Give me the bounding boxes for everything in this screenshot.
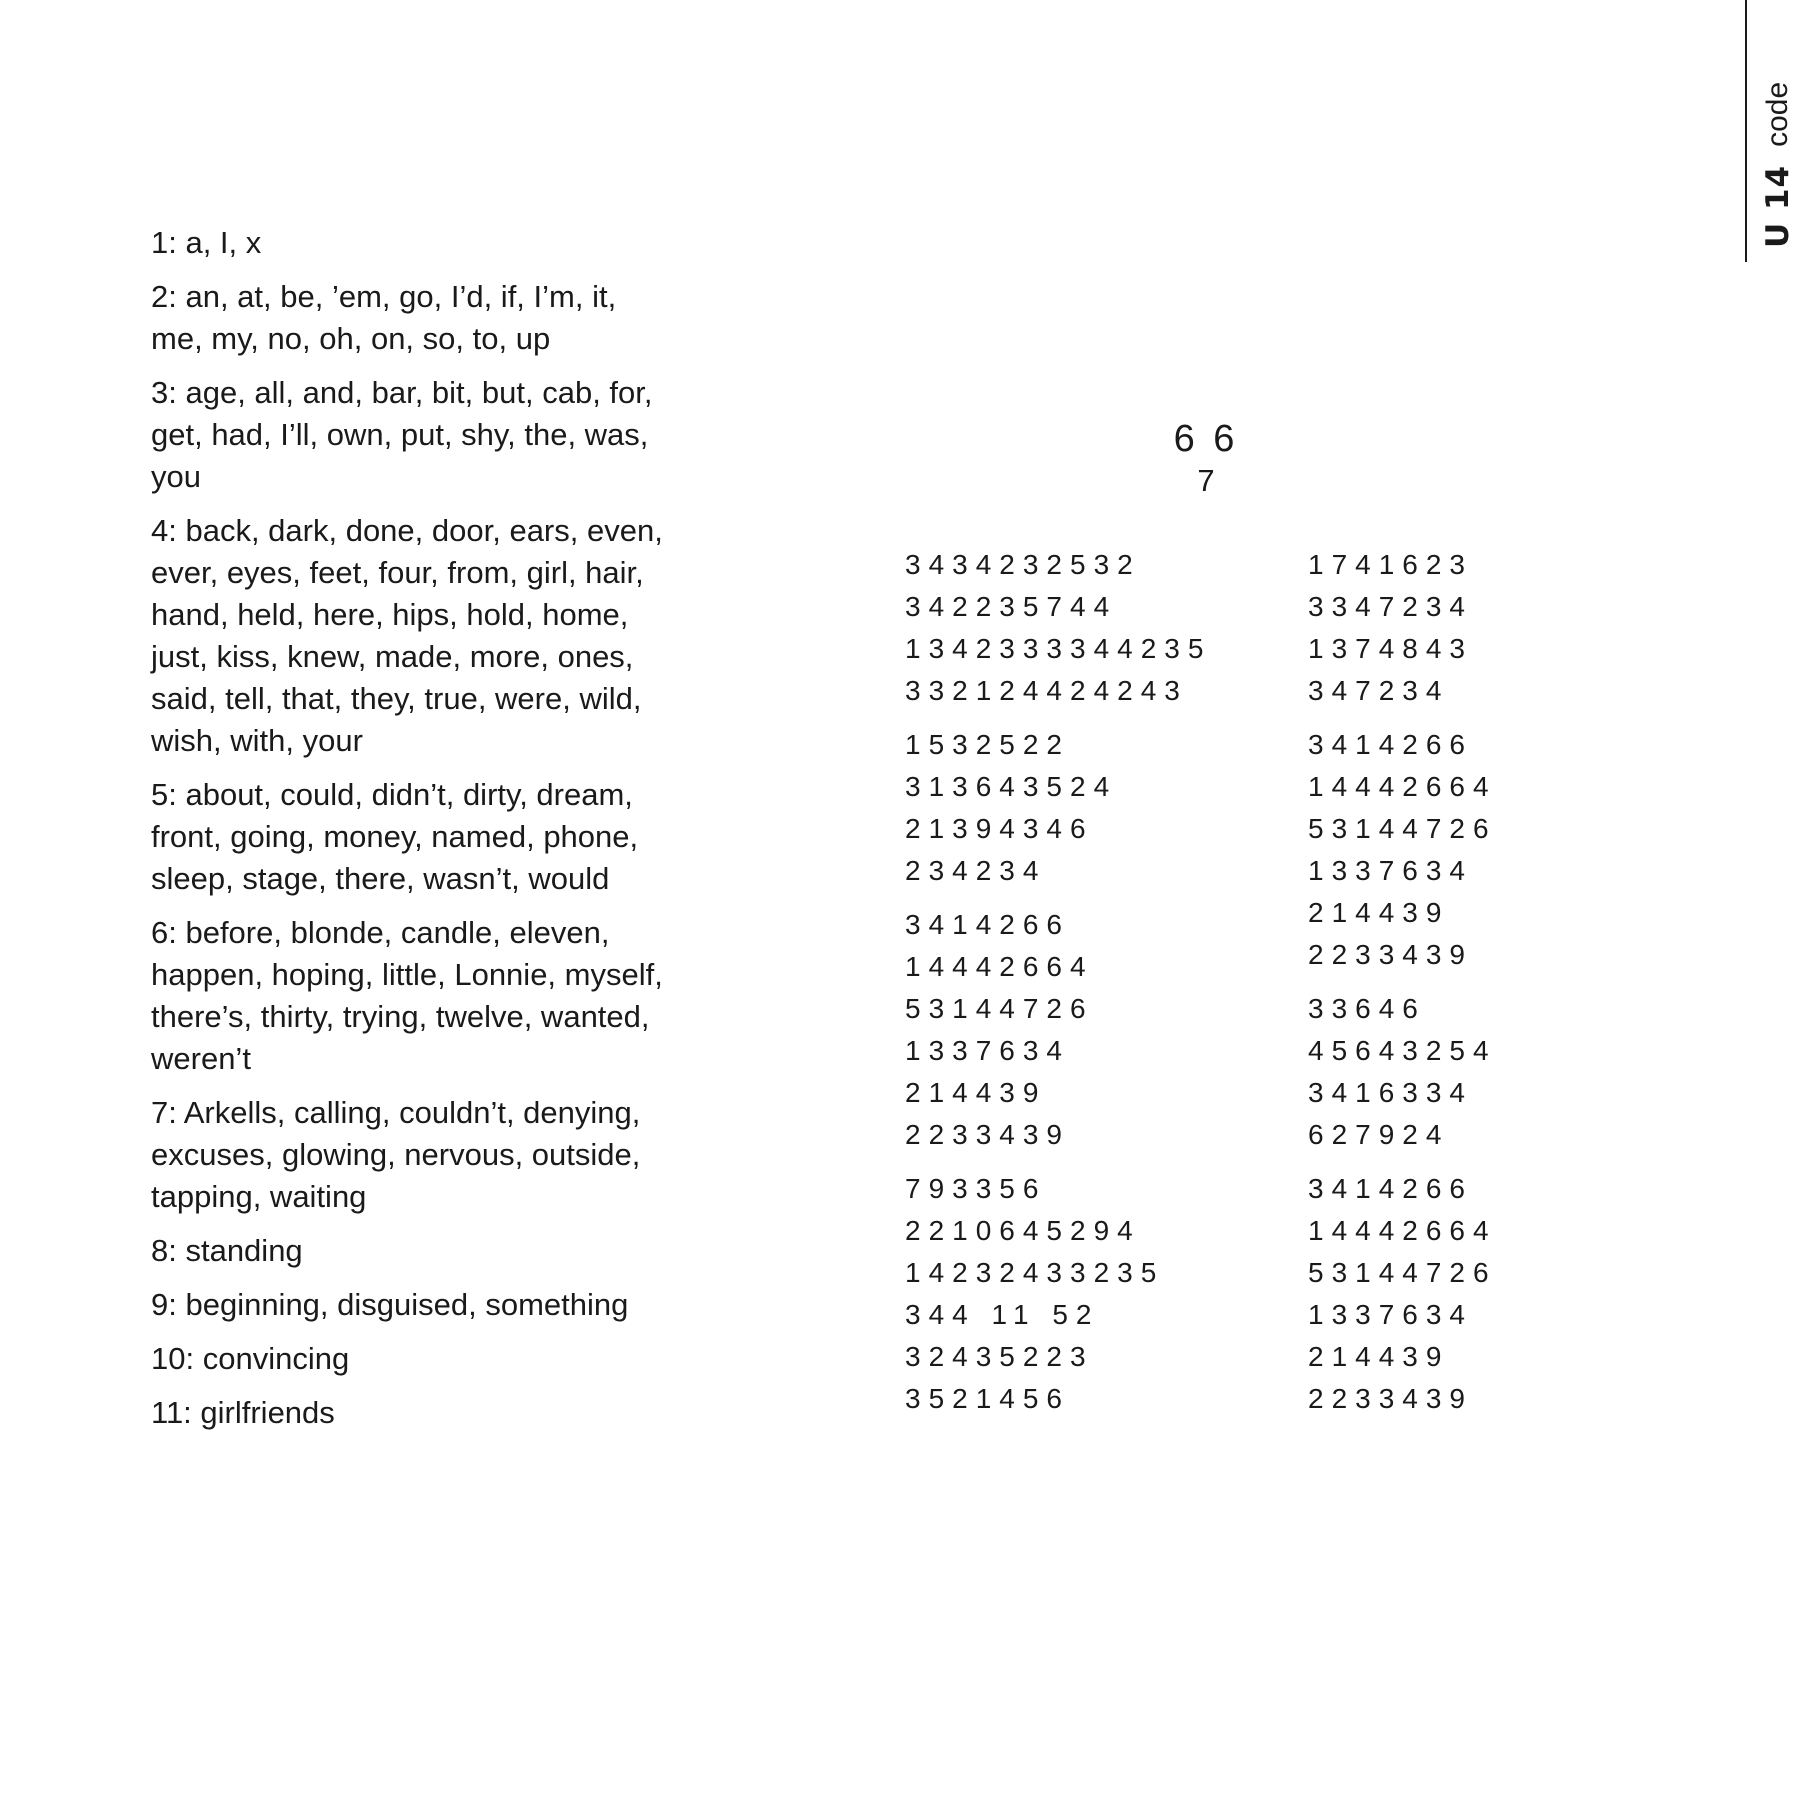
code-block [1308,988,1497,1156]
word-group: 5: about, could, didn’t, dirty, dream, front, going, money, named, phone, sleep, stage, there, wasn’t, would [151,777,639,896]
code-line: 214439 [1308,897,1450,928]
code-line: 347234 [1308,675,1450,706]
code-line: 793356 [905,1173,1047,1204]
code-line: 53144726 [1308,813,1497,844]
code-block [1308,724,1497,976]
code-block [905,904,1211,1156]
code-column-left [905,544,1211,1432]
code-line: 1532522 [905,729,1071,760]
word-group: 4: back, dark, done, door, ears, even, ever, eyes, feet, four, from, girl, hair, hand, held, here, hips, hold, home, just, kiss, knew, made, more, ones, said, tell, that, they, true, were, wild, wish, with, your [151,513,663,758]
code-line: 332124424243 [905,675,1188,706]
code-line: 627924 [1308,1119,1450,1150]
code-column-right [1308,544,1497,1432]
code-line: 14442664 [905,951,1094,982]
code-block [1308,544,1497,712]
word-list [151,222,671,1446]
code-line: 45643254 [1308,1035,1497,1066]
code-line: 234234 [905,855,1047,886]
code-line: 1342333344235 [905,633,1212,664]
code-block [905,1168,1211,1420]
word-group: 1: a, I, x [151,225,262,260]
code-line: 344 11 52 [905,1299,1100,1330]
word-group: 6: before, blonde, candle, eleven, happen, hoping, little, Lonnie, myself, there’s, thirty, trying, twelve, wanted, weren’t [151,915,663,1076]
code-line: 3347234 [1308,591,1474,622]
code-line: 214439 [1308,1341,1450,1372]
word-group: 2: an, at, be, ’em, go, I’d, if, I’m, it, me, my, no, oh, on, so, to, up [151,279,617,356]
code-line: 1337634 [905,1035,1071,1066]
word-group: 10: convincing [151,1341,350,1376]
code-line: 33646 [1308,993,1426,1024]
word-group: 7: Arkells, calling, couldn’t, denying, excuses, glowing, nervous, outside, tapping, waiting [151,1095,641,1214]
code-block [1308,1168,1497,1420]
puzzle-heading [1100,417,1312,501]
word-group: 11: girlfriends [151,1395,335,1430]
code-line: 3521456 [905,1383,1071,1414]
unit-label: code [1761,81,1794,147]
code-line: 2233439 [905,1119,1071,1150]
code-line: 53144726 [1308,1257,1497,1288]
code-line: 214439 [905,1077,1047,1108]
code-line: 3416334 [1308,1077,1474,1108]
word-group: 8: standing [151,1233,303,1268]
code-block [905,724,1211,892]
code-line: 3414266 [905,909,1071,940]
code-line: 342235744 [905,591,1118,622]
word-group: 9: beginning, disguised, something [151,1287,629,1322]
running-head [1756,18,1800,248]
code-line: 32435223 [905,1341,1094,1372]
code-line: 2233439 [1308,939,1474,970]
code-block [905,544,1211,712]
puzzle-number: 6 6 [1173,418,1239,460]
code-line: 1741623 [1308,549,1474,580]
code-line: 14442664 [1308,1215,1497,1246]
code-line: 1374843 [1308,633,1474,664]
code-line: 53144726 [905,993,1094,1024]
code-line: 313643524 [905,771,1118,802]
code-line: 1337634 [1308,855,1474,886]
code-line: 21394346 [905,813,1094,844]
code-line: 3414266 [1308,1173,1474,1204]
unit-number: U 14 [1760,164,1796,248]
code-line: 14442664 [1308,771,1497,802]
running-head-rule [1745,0,1747,262]
code-line: 3414266 [1308,729,1474,760]
code-line: 14232433235 [905,1257,1165,1288]
code-line: 2210645294 [905,1215,1141,1246]
code-line: 3434232532 [905,549,1141,580]
word-group: 3: age, all, and, bar, bit, but, cab, for, get, had, I’ll, own, put, shy, the, was, you [151,375,653,494]
code-line: 1337634 [1308,1299,1474,1330]
puzzle-subtitle: 7 [1197,463,1215,498]
code-line: 2233439 [1308,1383,1474,1414]
